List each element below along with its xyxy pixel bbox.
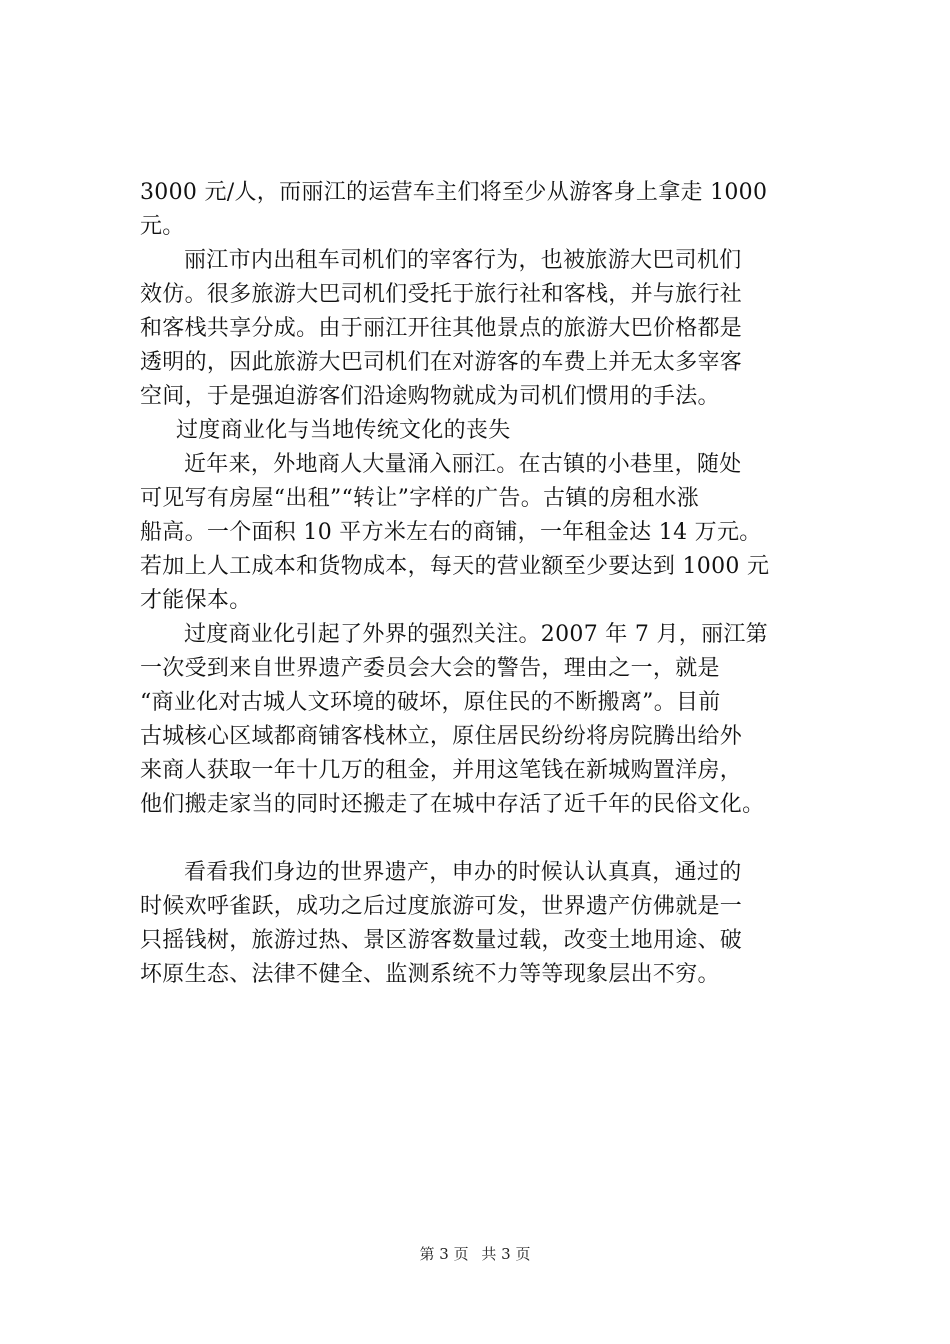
- text-line: 空间，于是强迫游客们沿途购物就成为司机们惯用的手法。: [140, 384, 720, 409]
- text-line: 透明的，因此旅游大巴司机们在对游客的车费上并无太多宰客: [140, 350, 743, 375]
- text-line: 时候欢呼雀跃，成功之后过度旅游可发，世界遗产仿佛就是一: [140, 894, 743, 919]
- paragraph-world-heritage: [140, 856, 840, 992]
- text-line: 只摇钱树，旅游过热、景区游客数量过载，改变土地用途、破: [140, 928, 743, 953]
- paragraph-merchants: [140, 448, 840, 618]
- text-line: 坏原生态、法律不健全、监测系统不力等等现象层出不穷。: [140, 962, 720, 987]
- page-total: 共 3 页: [481, 1245, 531, 1263]
- text-line: 3000 元/人，而丽江的运营车主们将至少从游客身上拿走 1000: [140, 180, 768, 205]
- text-line: 古城核心区域都商铺客栈林立，原住居民纷纷将房院腾出给外: [140, 724, 743, 749]
- section-heading: 过度商业化与当地传统文化的丧失: [176, 418, 511, 443]
- paragraph-fare-cost: [140, 176, 840, 244]
- paragraph-commercialization: [140, 618, 840, 822]
- text-line: 丽江市内出租车司机们的宰客行为，也被旅游大巴司机们: [184, 248, 742, 273]
- text-line: “商业化对古城人文环境的破坏，原住民的不断搬离”。目前: [140, 690, 721, 715]
- text-line: 和客栈共享分成。由于丽江开往其他景点的旅游大巴价格都是: [140, 316, 743, 341]
- paragraph-bus-drivers: [140, 244, 840, 414]
- text-line: 效仿。很多旅游大巴司机们受托于旅行社和客栈，并与旅行社: [140, 282, 743, 307]
- text-line: 若加上人工成本和货物成本，每天的营业额至少要达到 1000 元: [140, 554, 770, 579]
- text-line: 船高。一个面积 10 平方米左右的商铺，一年租金达 14 万元。: [140, 520, 762, 545]
- text-line: 可见写有房屋“出租”“转让”字样的广告。古镇的房租水涨: [140, 486, 700, 511]
- page-number: 第 3 页: [419, 1245, 469, 1263]
- text-line: 才能保本。: [140, 588, 252, 613]
- text-line: 来商人获取一年十几万的租金，并用这笔钱在新城购置洋房，: [140, 758, 743, 783]
- text-line: 看看我们身边的世界遗产，申办的时候认认真真，通过的: [184, 860, 742, 885]
- page-footer: [0, 1244, 950, 1264]
- text-line: 他们搬走家当的同时还搬走了在城中存活了近千年的民俗文化。: [140, 792, 765, 817]
- text-line: 近年来，外地商人大量涌入丽江。在古镇的小巷里，随处: [184, 452, 742, 477]
- paragraph-gap: [140, 822, 840, 856]
- text-line: 一次受到来自世界遗产委员会大会的警告，理由之一，就是: [140, 656, 720, 681]
- document-body: [140, 176, 840, 992]
- text-line: 元。: [140, 214, 185, 239]
- text-line: 过度商业化引起了外界的强烈关注。2007 年 7 月，丽江第: [184, 622, 768, 647]
